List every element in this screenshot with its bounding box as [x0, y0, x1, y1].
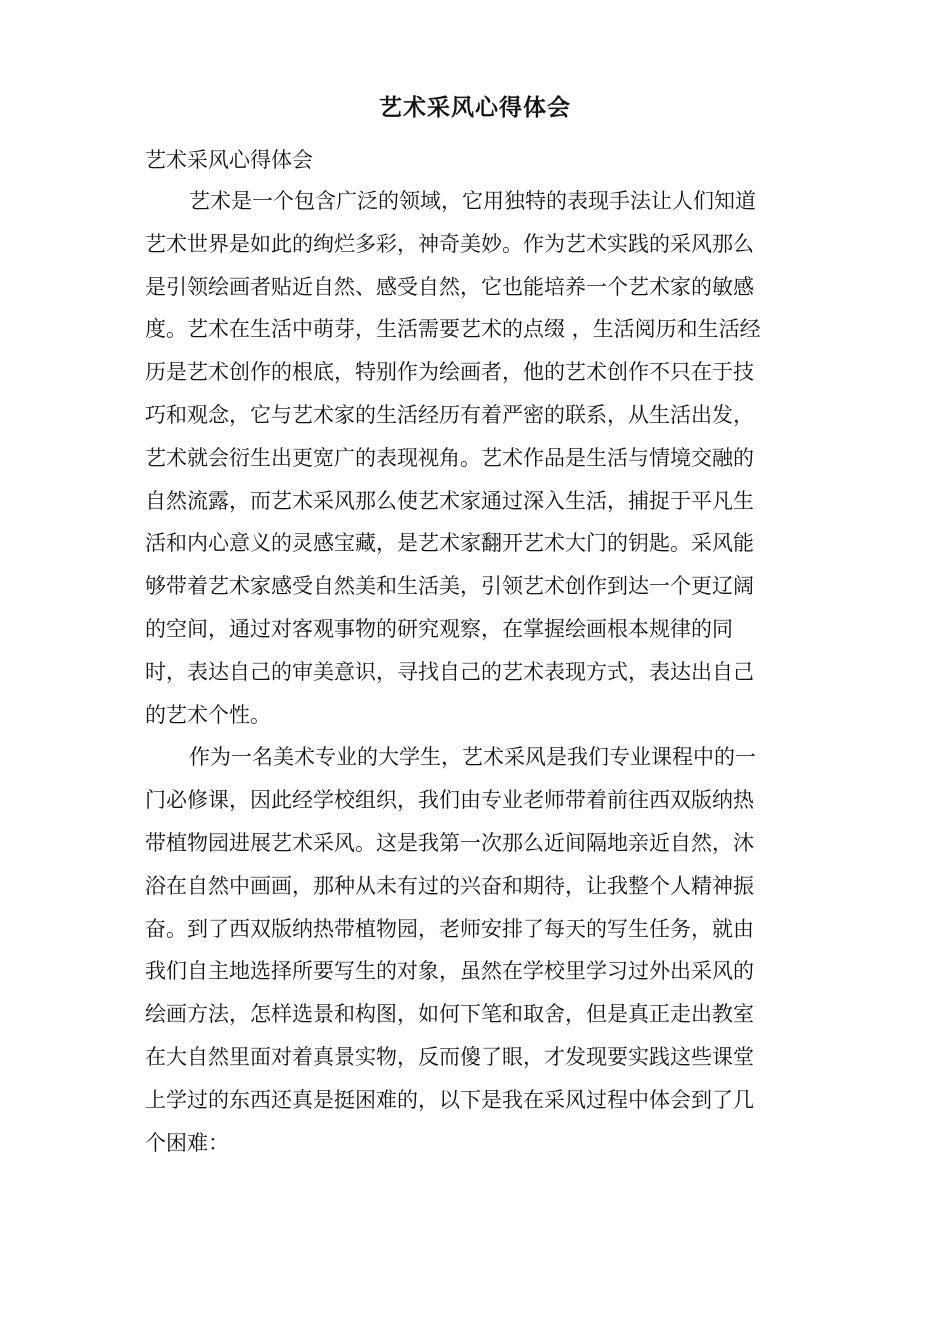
paragraph-line: 活和内心意义的灵感宝藏，是艺术家翻开艺术大门的钥匙。采风能	[145, 531, 754, 556]
paragraph-2	[145, 736, 805, 1164]
paragraph-line: 在大自然里面对着真景实物，反而傻了眼，才发现要实践这些课堂	[145, 1044, 754, 1069]
paragraph-line: 上学过的东西还真是挺困难的，以下是我在采风过程中体会到了几	[145, 1087, 754, 1112]
paragraph-line: 浴在自然中画画，那种从未有过的兴奋和期待，让我整个人精神振	[145, 873, 754, 898]
paragraph-line: 够带着艺术家感受自然美和生活美，引领艺术创作到达一个更辽阔	[145, 574, 754, 599]
paragraph-line: 绘画方法，怎样选景和构图，如何下笔和取舍，但是真正走出教室	[145, 1002, 754, 1027]
paragraph-line: 作为一名美术专业的大学生，艺术采风是我们专业课程中的一	[189, 745, 756, 770]
paragraph-line: 度。艺术在生活中萌芽，生活需要艺术的点缀 ，生活阅历和生活经	[145, 317, 761, 342]
paragraph-line: 历是艺术创作的根底，特别作为绘画者，他的艺术创作不只在于技	[145, 360, 754, 385]
paragraph-line: 是引领绘画者贴近自然、感受自然，它也能培养一个艺术家的敏感	[145, 274, 754, 299]
paragraph-line: 的空间，通过对客观事物的研究观察，在掌握绘画根本规律的同	[145, 616, 733, 641]
paragraph-line: 门必修课，因此经学校组织，我们由专业老师带着前往西双版纳热	[145, 788, 754, 813]
paragraph-line: 带植物园进展艺术采风。这是我第一次那么近间隔地亲近自然，沐	[145, 830, 754, 855]
paragraph-1	[145, 180, 805, 736]
document-title: 艺术采风心得体会	[379, 94, 571, 121]
paragraph-line: 的艺术个性。	[145, 702, 271, 727]
paragraph-line: 奋。到了西双版纳热带植物园，老师安排了每天的写生任务，就由	[145, 916, 754, 941]
paragraph-line: 自然流露，而艺术采风那么使艺术家通过深入生活，捕捉于平凡生	[145, 488, 754, 513]
paragraph-line: 艺术就会衍生出更宽广的表现视角。艺术作品是生活与情境交融的	[145, 445, 754, 470]
paragraph-line: 我们自主地选择所要写生的对象，虽然在学校里学习过外出采风的	[145, 959, 754, 984]
paragraph-line: 时，表达自己的审美意识，寻找自己的艺术表现方式，表达出自己	[145, 659, 754, 684]
document-subtitle: 艺术采风心得体会	[145, 148, 313, 172]
document-body	[145, 140, 805, 1164]
paragraph-line: 巧和观念，它与艺术家的生活经历有着严密的联系，从生活出发，	[145, 402, 754, 427]
paragraph-line: 艺术世界是如此的绚烂多彩，神奇美妙。作为艺术实践的采风那么	[145, 231, 754, 256]
paragraph-line: 个困难：	[145, 1130, 229, 1155]
paragraph-line: 艺术是一个包含广泛的领域，它用独特的表现手法让人们知道	[189, 189, 756, 213]
